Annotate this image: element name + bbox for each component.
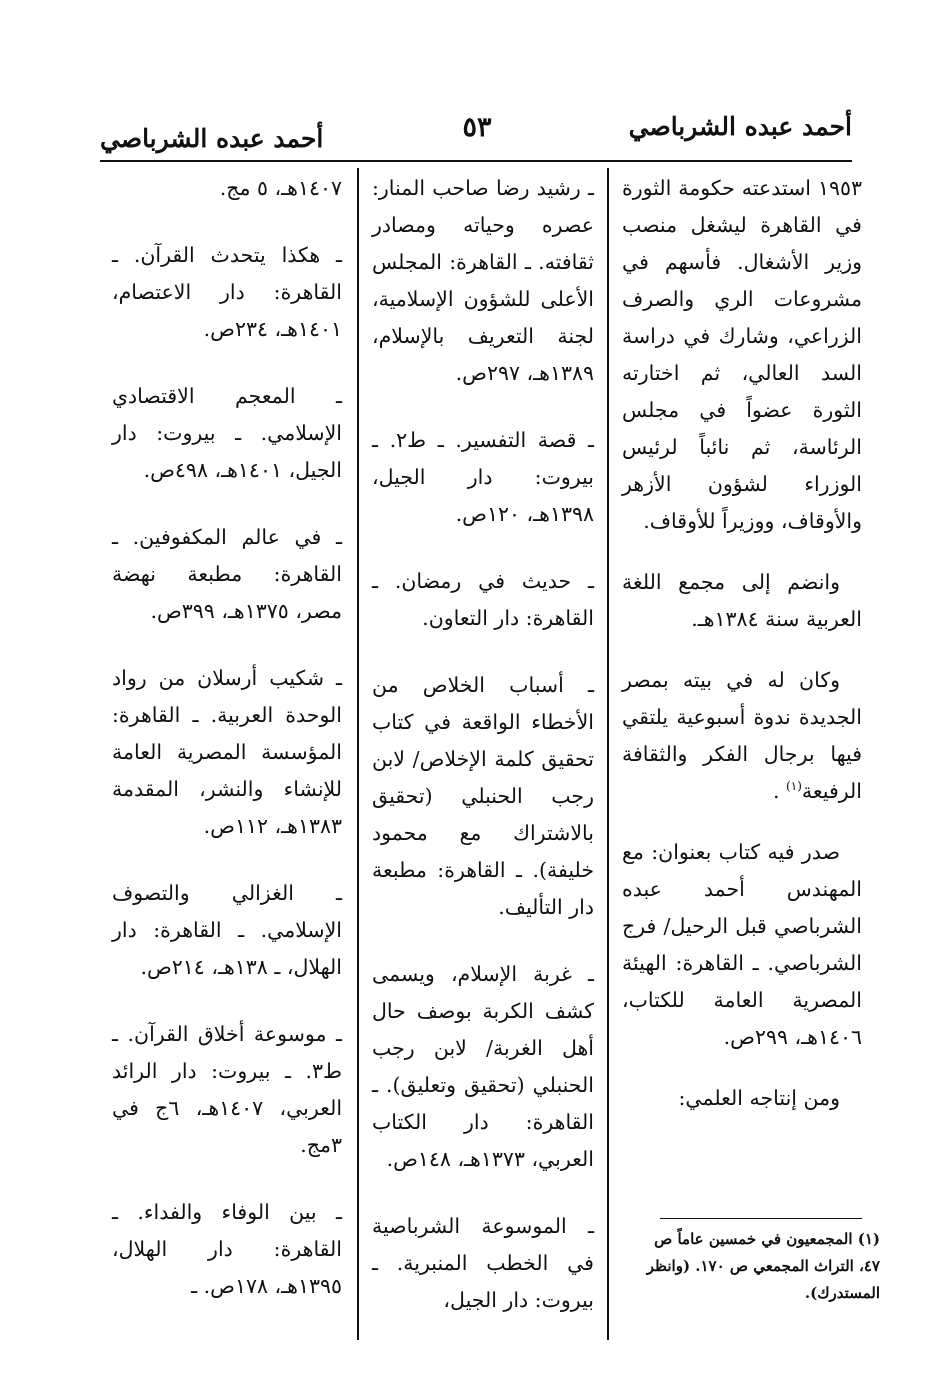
bibliography-entry: ـ قصة التفسير. ـ ط٢. ـ بيروت: دار الجيل، ١٣٩٨هـ، ١٢٠ص. [372, 428, 594, 526]
bibliography-entry: ـ الغزالي والتصوف الإسلامي. ـ القاهرة: دار الهلال، ـ ١٣٨هـ، ٢١٤ص. [112, 881, 342, 979]
salon-paragraph-text: وكان له في بيته بمصر الجديدة ندوة أسبوعية يلتقي فيها برجال الفكر والثقافة الرفيعة [622, 668, 862, 803]
running-head-author-left: أحمد عبده الشرباصي [100, 124, 324, 153]
bio-paragraph: ١٩٥٣ استدعته حكومة الثورة في القاهرة ليشغل منصب وزير الأشغال. فأسهم في مشروعات الري والصرف الزراعي، وشارك في دراسة السد العالي، ثم اختارته الثورة عضواً في مجلس الرئاسة، ثم نائباً لرئيس الوزراء لشؤون الأزهر والأوقاف، ووزيراً للأوقاف. [622, 176, 862, 533]
column-divider-right [607, 168, 609, 1340]
right-column [622, 170, 862, 1141]
footnote-reference: (١) [786, 779, 802, 794]
bibliography-entry: ـ هكذا يتحدث القرآن. ـ القاهرة: دار الاعتصام، ١٤٠١هـ، ٢٣٤ص. [112, 243, 342, 341]
bio-paragraph: ومن إنتاجه العلمي: [678, 1086, 840, 1110]
bibliography-entry: ـ رشيد رضا صاحب المنار: عصره وحياته ومصادر ثقافته. ـ القاهرة: المجلس الأعلى للشؤون الإسلامية، لجنة التعريف بالإسلام، ١٣٨٩هـ، ٢٩٧ص. [372, 176, 594, 385]
bibliography-entry: ـ المعجم الاقتصادي الإسلامي. ـ بيروت: دار الجيل، ١٤٠١هـ، ٤٩٨ص. [112, 384, 342, 482]
bibliography-entry: ـ موسوعة أخلاق القرآن. ـ ط٣. ـ بيروت: دار الرائد العربي، ١٤٠٧هـ، ٦ج في ٣مج. [112, 1022, 343, 1157]
footnote: (١) المجمعيون في خمسين عاماً ص ٤٧، التراث المجمعي ص ١٧٠. (وانظر المستدرك). [646, 1230, 880, 1302]
bibliography-entry: ١٤٠٧هـ، ٥ مج. [219, 176, 342, 200]
running-head [100, 108, 852, 152]
bibliography-entry: ـ غربة الإسلام، ويسمى كشف الكربة بوصف حال أهل الغربة/ لابن رجب الحنبلي (تحقيق وتعليق). ـ القاهرة: دار الكتاب العربي، ١٣٧٣هـ، ١٤٨ص. [372, 962, 594, 1171]
bibliography-entry: ـ في عالم المكفوفين. ـ القاهرة: مطبعة نهضة مصر، ١٣٧٥هـ، ٣٩٩ص. [112, 525, 342, 623]
footnote-rule [660, 1218, 862, 1219]
bibliography-entry: ـ حديث في رمضان. ـ القاهرة: دار التعاون. [372, 569, 594, 630]
bio-paragraph: صدر فيه كتاب بعنوان: مع المهندس أحمد عبده الشرباصي قبل الرحيل/ فرج الشرباصي. ـ القاهرة: الهيئة المصرية العامة للكتاب، ١٤٠٦هـ، ٢٩٩ص. [622, 840, 862, 1049]
salon-paragraph-end: . [773, 779, 787, 803]
middle-column [372, 170, 594, 1349]
running-head-author-right: أحمد عبده الشرباصي [628, 112, 852, 141]
bibliography-entry: ـ شكيب أرسلان من رواد الوحدة العربية. ـ القاهرة: المؤسسة المصرية العامة للإنشاء والنشر، المقدمة ١٣٨٣هـ، ١١٢ص. [112, 666, 342, 838]
page-number: ٥٣ [462, 112, 492, 143]
column-divider-left [357, 168, 359, 1340]
bio-paragraph: وانضم إلى مجمع اللغة العربية سنة ١٣٨٤هـ. [622, 570, 862, 631]
bibliography-entry: ـ أسباب الخلاص من الأخطاء الواقعة في كتاب تحقيق كلمة الإخلاص/ لابن رجب الحنبلي (تحقيق بالاشتراك مع محمود خليفة). ـ القاهرة: مطبعة دار التأليف. [372, 673, 594, 919]
bibliography-entry: ـ الموسوعة الشرباصية في الخطب المنبرية. ـ بيروت: دار الجيل، [372, 1214, 594, 1312]
bibliography-entry: ـ بين الوفاء والفداء. ـ القاهرة: دار الهلال، ١٣٩٥هـ، ١٧٨ص. ـ [112, 1200, 342, 1298]
bio-paragraph [622, 662, 862, 810]
left-column [112, 170, 342, 1335]
header-rule [100, 160, 852, 162]
